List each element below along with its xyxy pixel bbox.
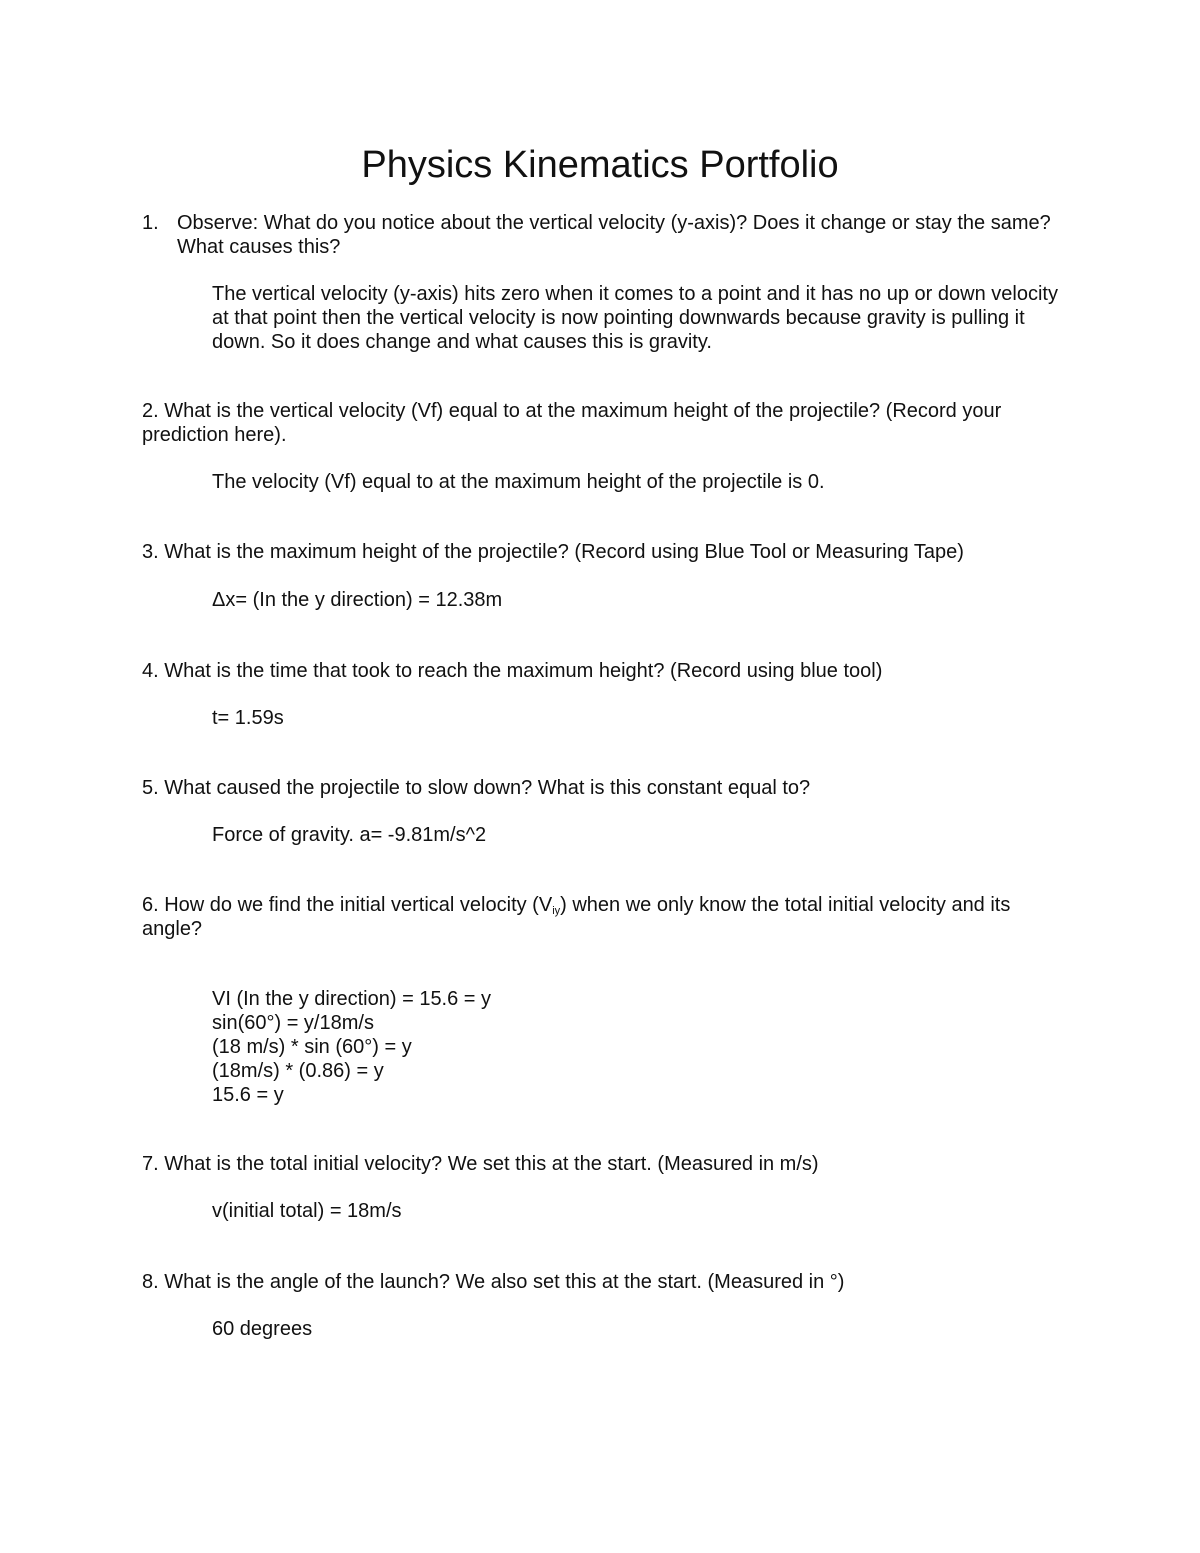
answer-6-line: (18 m/s) * sin (60°) = y: [212, 1036, 412, 1058]
answer-2-text: The velocity (Vf) equal to at the maximum height of the projectile is 0.: [212, 471, 825, 493]
question-8-text: 8. What is the angle of the launch? We also set this at the start. (Measured in °): [142, 1271, 845, 1293]
answer-6-line: VI (In the y direction) = 15.6 = y: [212, 988, 492, 1010]
answer-6-line: 15.6 = y: [212, 1084, 284, 1106]
answer-6-calculation: [212, 987, 1072, 1107]
question-6-text-start: 6. How do we find the initial vertical velocity (V: [142, 894, 553, 916]
answer-8-text: 60 degrees: [212, 1318, 313, 1340]
question-1-text: Observe: What do you notice about the vertical velocity (y-axis)? Does it change or stay the same? What causes this?: [177, 212, 1051, 258]
question-5-text: 5. What caused the projectile to slow down? What is this constant equal to?: [142, 777, 811, 799]
answer-5-text: Force of gravity. a= -9.81m/s^2: [212, 824, 487, 846]
question-7-text: 7. What is the total initial velocity? We set this at the start. (Measured in m/s): [142, 1153, 819, 1175]
page-title: Physics Kinematics Portfolio: [361, 144, 839, 186]
question-6-text-end: ) when we only know the total initial velocity and its angle?: [142, 894, 1011, 940]
answer-7-text: v(initial total) = 18m/s: [212, 1200, 402, 1222]
question-3-text: 3. What is the maximum height of the projectile? (Record using Blue Tool or Measuring Tape): [142, 541, 964, 563]
question-1-number: 1.: [142, 212, 159, 234]
question-2-text: 2. What is the vertical velocity (Vf) equal to at the maximum height of the projectile? (Record your prediction here).: [142, 400, 1002, 446]
answer-1-text: The vertical velocity (y-axis) hits zero when it comes to a point and it has no up or down velocity at that point then the vertical velocity is now pointing downwards because gravity is pulling it down. So it does change and what causes this is gravity.: [212, 283, 1058, 353]
question-6-subscript: iy: [552, 905, 561, 917]
answer-4-text: t= 1.59s: [212, 707, 284, 729]
answer-6-line: sin(60°) = y/18m/s: [212, 1012, 374, 1034]
answer-6-line: (18m/s) * (0.86) = y: [212, 1060, 384, 1082]
question-6-text: [142, 893, 1042, 941]
answer-3-text: Δx= (In the y direction) = 12.38m: [212, 589, 503, 611]
question-4-text: 4. What is the time that took to reach the maximum height? (Record using blue tool): [142, 660, 883, 682]
